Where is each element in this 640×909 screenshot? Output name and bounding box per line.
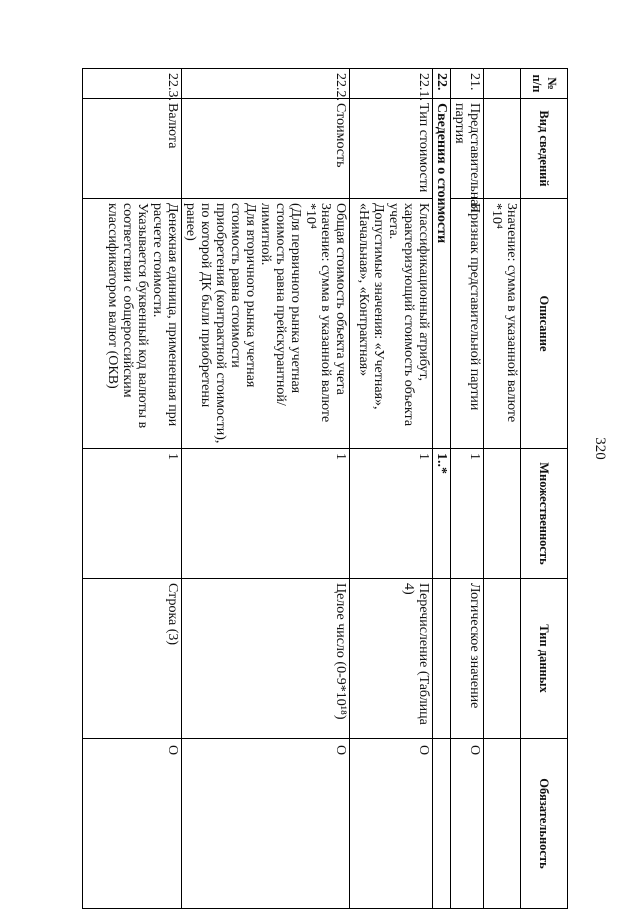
cell-desc: Денежная единица, примененная при расчете стоимости. Указывается буквенный код валюты в соответствии с общероссийским классификатором валют (ОКВ) (83, 199, 182, 449)
cell-mult: 1 (182, 449, 350, 579)
cell-type: Строка (3) (83, 579, 182, 739)
table-row (484, 69, 521, 909)
cell-req: O (350, 739, 433, 909)
cell-type: Логическое значение (451, 579, 484, 739)
table-header-row (521, 69, 568, 909)
cell-type: Целое число (0-9*10¹⁸) (182, 579, 350, 739)
cell-req (433, 739, 451, 909)
cell-kind (484, 99, 521, 199)
cell-desc: Общая стоимость объекта учета Значение: сумма в указанной валюте *10⁴ (Для первичного рынка учетная стоимость равна прейскурантной/лимитной. Для вторичного рынка учетная стоимость равна стоимости приобретения (контрактной стоимости), по которой ДК были приобретены ранее) (182, 199, 350, 449)
cell-mult: 1 (83, 449, 182, 579)
cell-kind: Сведения о стоимости (433, 99, 451, 449)
cell-type (484, 579, 521, 739)
cell-num: 22.2. (182, 69, 350, 99)
cell-kind: Валюта (83, 99, 182, 199)
cell-desc: Признак представительной партии (451, 199, 484, 449)
cell-num: 22. (433, 69, 451, 99)
table-row (350, 69, 433, 909)
header-num: № п/п (521, 69, 568, 99)
cell-kind: Представительная партия (451, 99, 484, 199)
cell-mult (484, 449, 521, 579)
table-row (182, 69, 350, 909)
data-table (82, 68, 568, 909)
cell-desc: Значение: сумма в указанной валюте *10⁴ (484, 199, 521, 449)
header-mult: Множественность (521, 449, 568, 579)
cell-mult: 1 (350, 449, 433, 579)
header-type: Тип данных (521, 579, 568, 739)
cell-num (484, 69, 521, 99)
cell-kind: Стоимость (182, 99, 350, 199)
rotated-page-content (68, 68, 568, 908)
cell-req: O (83, 739, 182, 909)
cell-req: O (182, 739, 350, 909)
header-req: Обязательность (521, 739, 568, 909)
table-row (83, 69, 182, 909)
cell-desc: Классификационный атрибут, характеризующий стоимость объекта учета. Допустимые значения: «Учетная», «Начальная», «Контрактная» (350, 199, 433, 449)
header-desc: Описание (521, 199, 568, 449)
cell-mult: 1..* (433, 449, 451, 579)
table-row (451, 69, 484, 909)
cell-type (433, 579, 451, 739)
page-number: 320 (591, 437, 608, 460)
header-kind: Вид сведений (521, 99, 568, 199)
cell-kind: Тип стоимости (350, 99, 433, 199)
cell-req: O (451, 739, 484, 909)
cell-mult: 1 (451, 449, 484, 579)
cell-req (484, 739, 521, 909)
cell-type: Перечисление (Таблица 4) (350, 579, 433, 739)
cell-num: 22.3. (83, 69, 182, 99)
cell-num: 21. (451, 69, 484, 99)
cell-num: 22.1. (350, 69, 433, 99)
table-row (433, 69, 451, 909)
